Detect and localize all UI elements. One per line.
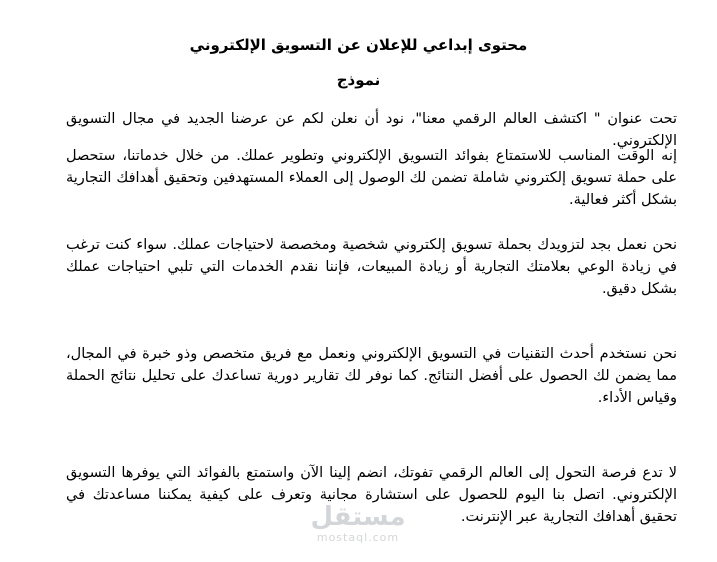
paragraph-technology: نحن نستخدم أحدث التقنيات في التسويق الإلكتروني ونعمل مع فريق متخصص وذو خبرة في المجال، مما يضمن لك الحصول على أفضل النتائج. كما نوفر لك تقارير دورية تساعدك على تحليل نتائج الحملة وقياس الأداء. xyxy=(66,346,677,406)
paragraph-benefits: إنه الوقت المناسب للاستمتاع بفوائد التسويق الإلكتروني وتطوير عملك. من خلال خدماتنا، ستحصل على حملة تسويق إلكتروني شاملة تضمن لك الوصول إلى العملاء المستهدفين وتحقيق أهدافك التجارية بشكل أكثر فعالية. xyxy=(66,148,677,208)
paragraph-call-to-action: لا تدع فرصة التحول إلى العالم الرقمي تفوتك، انضم إلينا الآن واستمتع بالفوائد التي يوفرها التسويق الإلكتروني. اتصل بنا اليوم للحصول على استشارة مجانية وتعرف على كيفية يمكننا مساعدتك في تحقيق أهدافك التجارية عبر الإنترنت. xyxy=(66,465,677,525)
document-subtitle: نموذج xyxy=(336,71,381,89)
watermark-logo: مستقل xyxy=(310,502,406,532)
paragraph-personalized: نحن نعمل بجد لتزويدك بحملة تسويق إلكتروني شخصية ومخصصة لاحتياجات عملك. سواء كنت ترغب في زيادة الوعي بعلامتك التجارية أو زيادة المبيعات، فإننا نقدم الخدمات التي تلبي احتياجات عملك بشكل دقيق. xyxy=(66,237,677,297)
document-title: محتوى إبداعي للإعلان عن التسويق الإلكتروني xyxy=(189,36,528,54)
paragraph-intro: تحت عنوان " اكتشف العالم الرقمي معنا"، نود أن نعلن لكم عن عرضنا الجديد في مجال التسويق الإلكتروني. xyxy=(66,111,677,149)
watermark-url: mostaql.com xyxy=(316,531,400,544)
